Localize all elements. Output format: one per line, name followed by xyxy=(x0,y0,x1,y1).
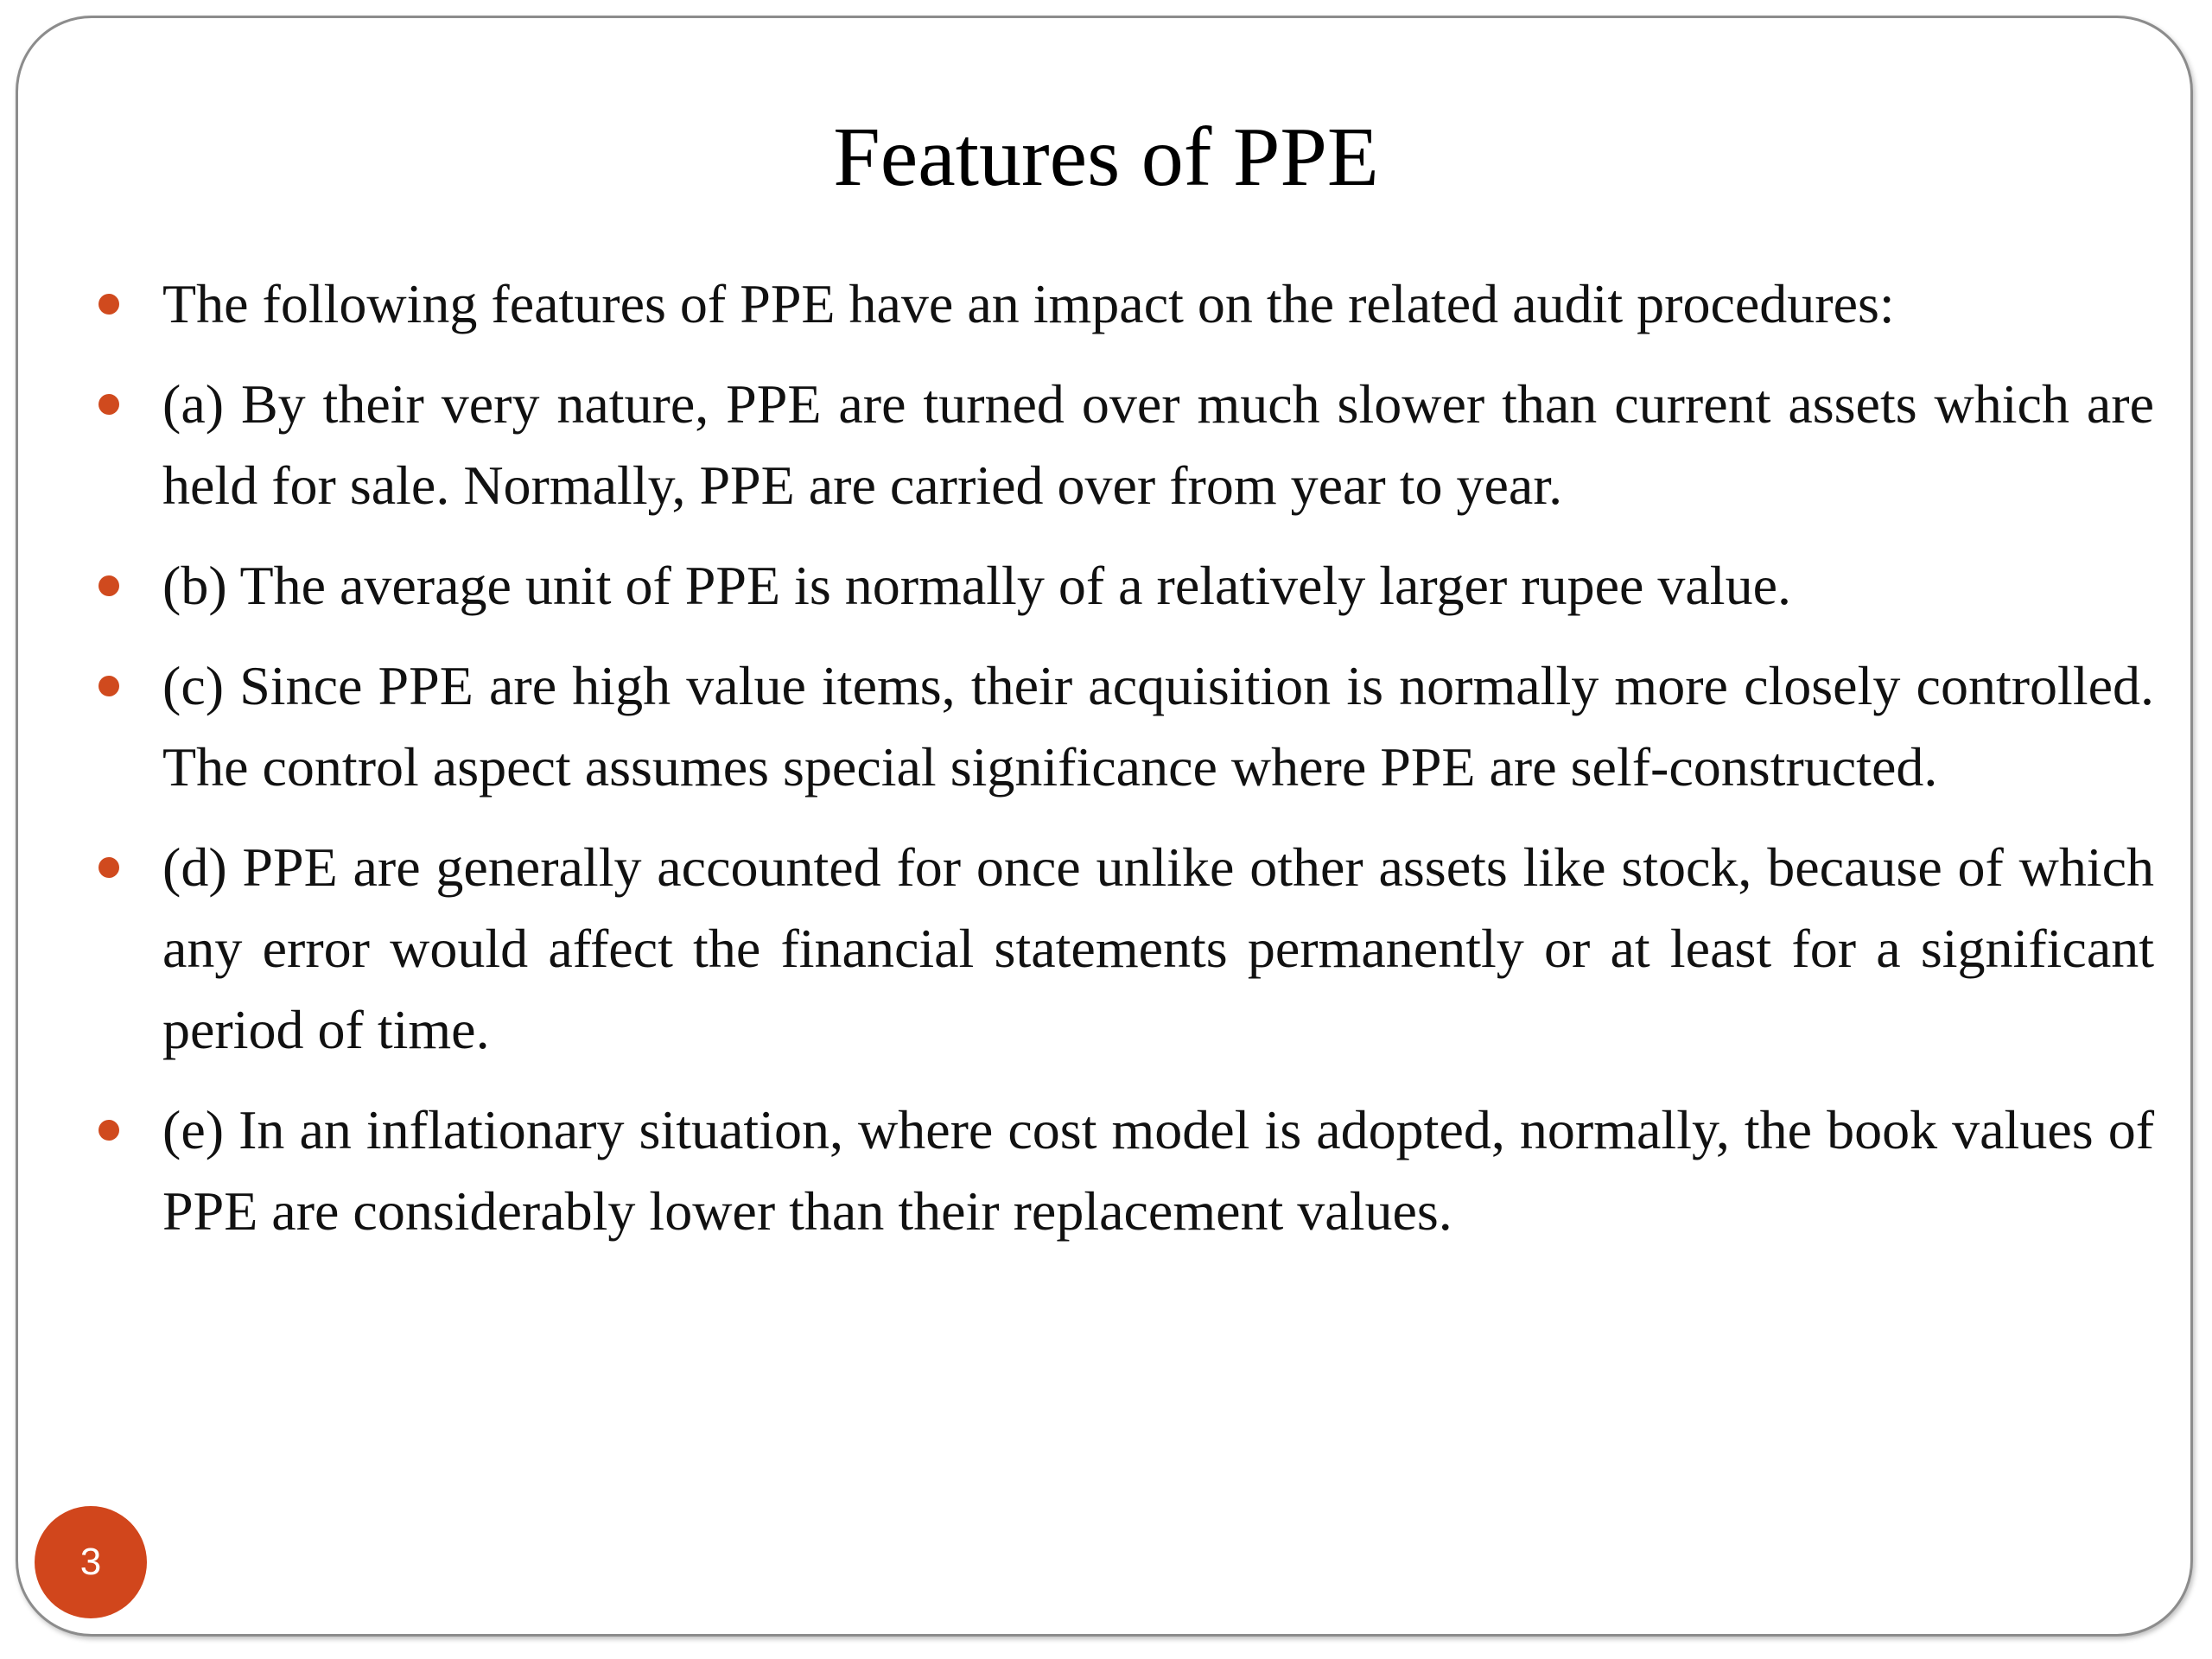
bullet-dot-icon xyxy=(99,1120,119,1141)
bullet-item xyxy=(162,364,2154,526)
bullet-dot-icon xyxy=(99,575,119,596)
bullet-item xyxy=(162,1090,2154,1252)
bullet-text: (e) In an inflationary situation, where cost model is adopted, normally, the book values of PPE are considerably lower than their replacement values. xyxy=(162,1099,2154,1242)
bullet-text: (b) The average unit of PPE is normally of a relatively larger rupee value. xyxy=(162,555,1791,616)
bullet-dot-icon xyxy=(99,676,119,696)
bullet-item xyxy=(162,827,2154,1071)
slide-title: Features of PPE xyxy=(833,111,1379,204)
page-number-badge: 3 xyxy=(35,1506,147,1618)
bullet-item xyxy=(162,264,2154,345)
bullet-text: (c) Since PPE are high value items, their acquisition is normally more closely controlled. The control aspect assumes special significance where PPE are self-constructed. xyxy=(162,655,2154,798)
bullet-list xyxy=(162,264,2154,1271)
bullet-dot-icon xyxy=(99,857,119,878)
bullet-item xyxy=(162,545,2154,626)
bullet-item xyxy=(162,645,2154,808)
bullet-text: The following features of PPE have an impact on the related audit procedures: xyxy=(162,273,1895,334)
bullet-text: (d) PPE are generally accounted for once unlike other assets like stock, because of which any error would affect the financial statements permanently or at least for a significant period of time. xyxy=(162,836,2154,1060)
bullet-dot-icon xyxy=(99,294,119,315)
bullet-dot-icon xyxy=(99,394,119,415)
bullet-text: (a) By their very nature, PPE are turned over much slower than current assets which are held for sale. Normally, PPE are carried over from year to year. xyxy=(162,373,2154,516)
